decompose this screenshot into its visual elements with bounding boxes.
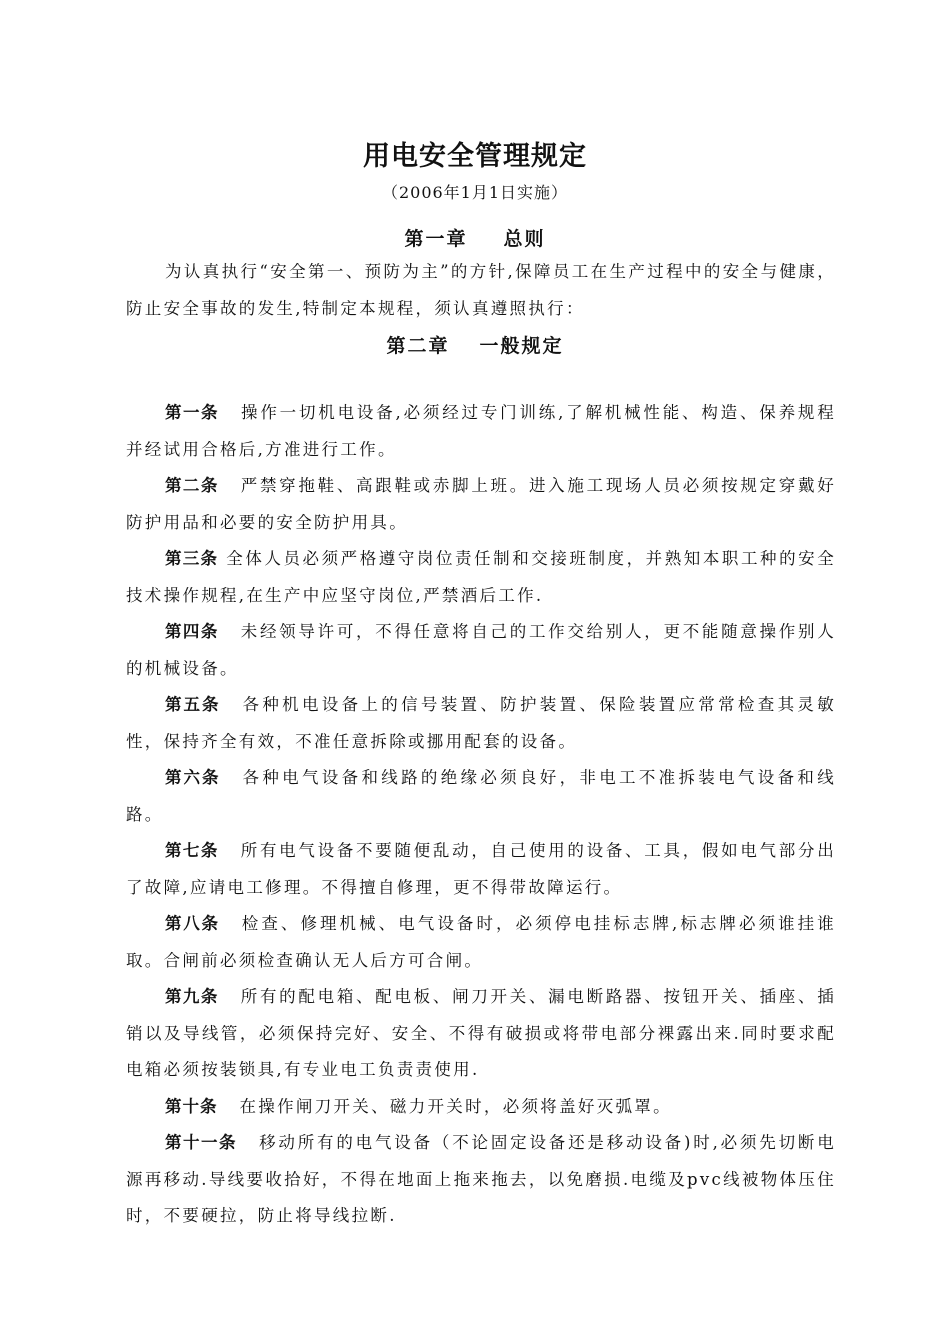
intro-paragraph: 为认真执行“安全第一、预防为主”的方针,保障员工在生产过程中的安全与健康，防止安全事故的发生,特制定本规程，须认真遵照执行： xyxy=(126,262,836,318)
chapter-2-number: 第二章 xyxy=(386,335,450,357)
article-text: 在操作闸刀开关、磁力开关时，必须将盖好灭弧罩。 xyxy=(239,1096,672,1116)
article-text: 各种机电设备上的信号装置、防护装置、保险装置应常常检查其灵敏性，保持齐全有效，不准任意拆除或挪用配套的设备。 xyxy=(126,695,836,751)
article-text: 各种电气设备和线路的绝缘必须良好，非电工不准拆装电气设备和线路。 xyxy=(126,768,836,824)
article-4 xyxy=(126,614,836,687)
chapter-1-heading xyxy=(0,224,950,251)
article-7 xyxy=(126,833,836,906)
article-text: 操作一切机电设备,必须经过专门训练,了解机械性能、构造、保养规程并经试用合格后,方准进行工作。 xyxy=(126,403,837,459)
document-subtitle: （2006年1月1日实施） xyxy=(381,183,569,202)
article-label: 第七条 xyxy=(165,841,219,860)
document-title: 用电安全管理规定 xyxy=(363,141,587,172)
article-10 xyxy=(126,1089,836,1126)
article-text: 全体人员必须严格遵守岗位责任制和交接班制度，并熟知本职工种的安全技术操作规程,在生产中应坚守岗位,严禁酒后工作. xyxy=(126,549,837,605)
article-label: 第六条 xyxy=(165,768,221,787)
article-label: 第二条 xyxy=(165,476,219,495)
article-11 xyxy=(126,1125,836,1235)
article-1 xyxy=(126,395,836,468)
chapter-2-name: 一般规定 xyxy=(479,335,564,357)
article-5 xyxy=(126,687,836,760)
article-label: 第九条 xyxy=(165,987,219,1006)
article-label: 第三条 xyxy=(165,549,219,568)
article-9 xyxy=(126,979,836,1089)
article-list xyxy=(126,395,836,1235)
article-label: 第八条 xyxy=(165,914,220,933)
article-text: 移动所有的电气设备（不论固定设备还是移动设备)时,必须先切断电源再移动.导线要收拾好，不得在地面上拖来拖去，以免磨损.电缆及pvc线被物体压住时，不要硬拉，防止将导线拉断. xyxy=(126,1133,836,1225)
chapter-1-number: 第一章 xyxy=(404,228,468,250)
article-label: 第十一条 xyxy=(165,1133,238,1152)
article-8 xyxy=(126,906,836,979)
article-text: 所有的配电箱、配电板、闸刀开关、漏电断路器、按钮开关、插座、插销以及导线管，必须保持完好、安全、不得有破损或将带电部分裸露出来.同时要求配电箱必须按装锁具,有专业电工负责责使用. xyxy=(126,987,836,1079)
article-label: 第四条 xyxy=(165,622,219,641)
article-text: 检查、修理机械、电气设备时，必须停电挂标志牌,标志牌必须谁挂谁取。合闸前必须检查确认无人后方可合闸。 xyxy=(126,914,837,970)
article-label: 第一条 xyxy=(165,403,220,422)
article-2 xyxy=(126,468,836,541)
chapter-1-name: 总则 xyxy=(503,228,546,250)
article-label: 第十条 xyxy=(165,1096,218,1116)
article-text: 所有电气设备不要随便乱动，自己使用的设备、工具，假如电气部分出了故障,应请电工修理。不得擅自修理，更不得带故障运行。 xyxy=(126,841,836,897)
chapter-2-heading xyxy=(0,331,950,358)
article-6 xyxy=(126,760,836,833)
article-3 xyxy=(126,541,836,614)
article-text: 严禁穿拖鞋、高跟鞋或赤脚上班。进入施工现场人员必须按规定穿戴好防护用品和必要的安全防护用具。 xyxy=(126,476,836,532)
article-label: 第五条 xyxy=(165,695,221,714)
article-text: 未经领导许可，不得任意将自己的工作交给别人，更不能随意操作别人的机械设备。 xyxy=(126,622,836,678)
